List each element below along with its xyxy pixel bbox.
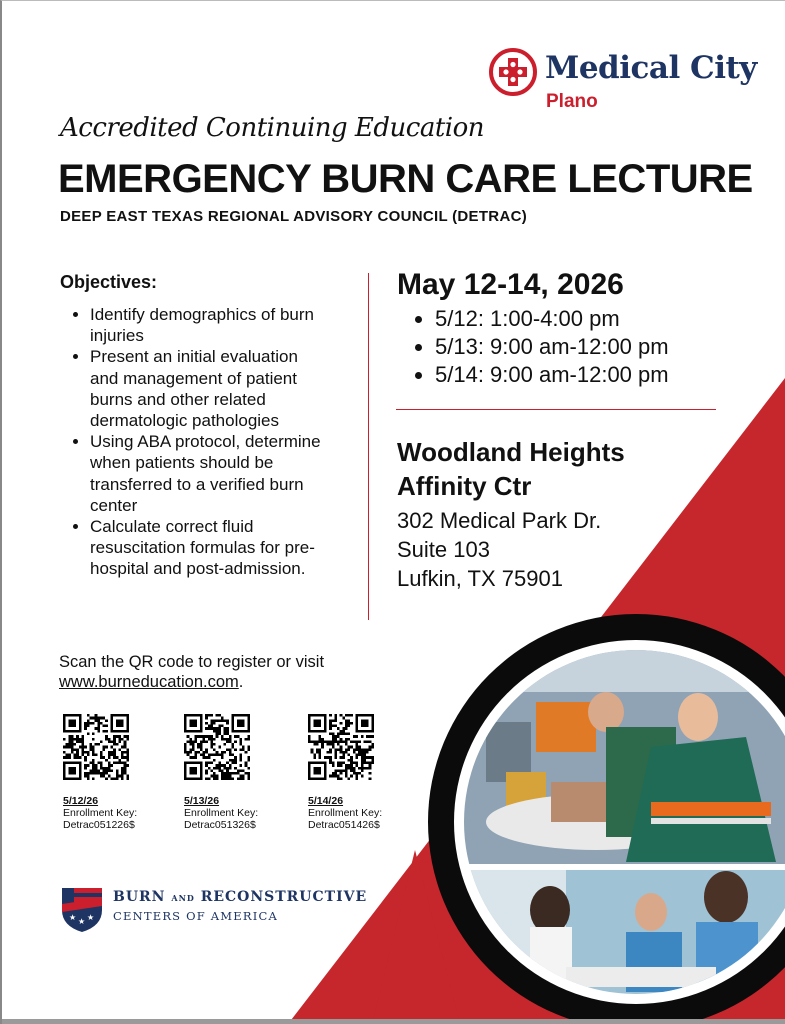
objectives-list — [60, 304, 330, 580]
session-item: • 5/14: 9:00 am-12:00 pm — [435, 361, 669, 389]
address-line: Suite 103 — [397, 537, 490, 562]
page-subtitle: DEEP EAST TEXAS REGIONAL ADVISORY COUNCIL (DETRAC) — [60, 208, 527, 225]
svg-text:★: ★ — [78, 917, 86, 926]
brand-location: Plano — [546, 91, 598, 112]
medical-city-cross-icon — [488, 47, 538, 97]
qr-caption — [308, 795, 418, 831]
footer-brand-line1 — [113, 889, 367, 905]
objective-item: • Calculate correct fluid resuscitation formulas for pre-hospital and post-admission. — [90, 516, 330, 580]
objectives-heading: Objectives: — [60, 272, 158, 292]
session-list — [397, 305, 669, 389]
qr-date: 5/13/26 — [184, 795, 220, 807]
event-date-range: May 12-14, 2026 — [397, 268, 624, 301]
address-line: 302 Medical Park Dr. — [397, 508, 602, 533]
qr-key-label: Enrollment Key: — [63, 807, 138, 819]
brand-name: Medical City — [545, 50, 757, 86]
venue-address — [397, 506, 657, 593]
footer-brand-line2: CENTERS OF AMERICA — [113, 909, 278, 923]
qr-key: Detrac051326$ — [184, 819, 256, 831]
page-title: EMERGENCY BURN CARE LECTURE — [58, 157, 753, 201]
schedule-divider — [396, 409, 716, 410]
venue-name: Woodland Heights Affinity Ctr — [397, 437, 625, 501]
objective-item: • Identify demographics of burn injuries — [90, 304, 330, 346]
registration-instructions: Scan the QR code to register or visit — [59, 653, 325, 671]
svg-text:★: ★ — [69, 913, 77, 922]
registration-text — [59, 652, 389, 692]
accredited-title: Accredited Continuing Education — [60, 113, 485, 143]
qr-key: Detrac051426$ — [308, 819, 380, 831]
qr-caption — [184, 795, 294, 831]
american-flag-shield-icon — [60, 884, 104, 934]
bottom-edge — [0, 1019, 785, 1024]
registration-link[interactable]: www.burneducation.com — [59, 673, 239, 691]
svg-text:★: ★ — [87, 913, 95, 922]
footer-brand-word: BURN — [113, 889, 166, 905]
qr-key: Detrac051226$ — [63, 819, 135, 831]
footer-brand-and: AND — [171, 893, 195, 903]
qr-code-icon[interactable] — [63, 714, 129, 780]
qr-key-label: Enrollment Key: — [308, 807, 383, 819]
objective-item: • Using ABA protocol, determine when patients should be transferred to a verified burn center — [90, 431, 330, 516]
session-item: • 5/13: 9:00 am-12:00 pm — [435, 333, 669, 361]
session-item: • 5/12: 1:00-4:00 pm — [435, 305, 669, 333]
address-line: Lufkin, TX 75901 — [397, 566, 563, 591]
medical-photo-collage — [446, 632, 785, 1012]
column-divider — [368, 273, 369, 620]
registration-period: . — [238, 673, 244, 691]
qr-date: 5/12/26 — [63, 795, 99, 807]
qr-code-icon[interactable] — [308, 714, 374, 780]
objective-item: • Present an initial evaluation and management of patient burns and other related dermatologic pathologies — [90, 346, 330, 431]
qr-date: 5/14/26 — [308, 795, 344, 807]
footer-brand-word: RECONSTRUCTIVE — [200, 889, 368, 905]
qr-caption — [63, 795, 173, 831]
qr-key-label: Enrollment Key: — [184, 807, 259, 819]
qr-code-icon[interactable] — [184, 714, 250, 780]
